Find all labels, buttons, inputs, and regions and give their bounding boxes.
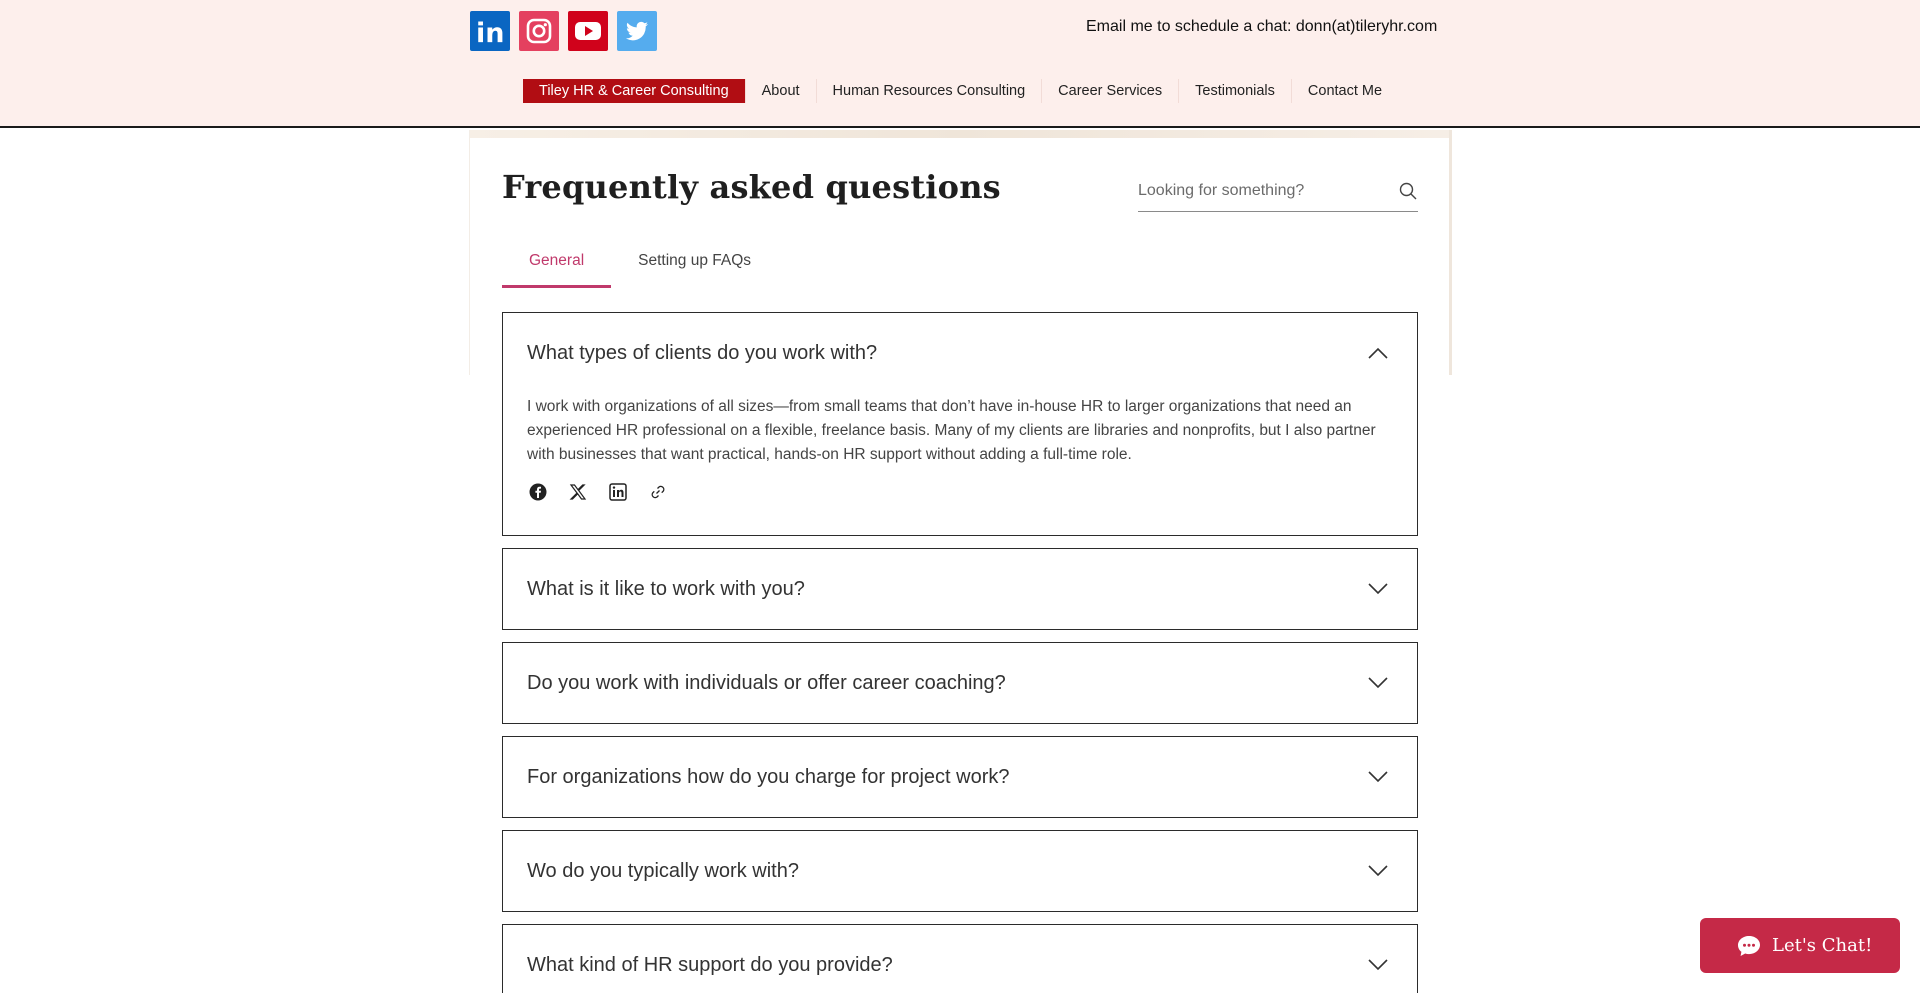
faq-item[interactable] — [502, 312, 1418, 536]
instagram-icon[interactable] — [519, 11, 559, 51]
faq-question[interactable]: What kind of HR support do you provide? — [527, 953, 893, 976]
x-share-icon[interactable] — [569, 483, 587, 501]
chevron-down-icon[interactable] — [1367, 582, 1389, 596]
twitter-icon[interactable] — [617, 11, 657, 51]
copy-link-icon[interactable] — [649, 483, 667, 501]
site-header — [0, 0, 1920, 128]
tab-general[interactable]: General — [502, 248, 611, 288]
nav-item-contact[interactable]: Contact Me — [1307, 83, 1383, 99]
faq-item[interactable] — [502, 548, 1418, 630]
search-icon[interactable] — [1398, 181, 1418, 201]
faq-item[interactable] — [502, 736, 1418, 818]
faq-question[interactable]: What types of clients do you work with? — [527, 341, 878, 364]
chevron-down-icon[interactable] — [1367, 864, 1389, 878]
faq-question[interactable]: What is it like to work with you? — [527, 577, 805, 600]
faq-search — [1138, 176, 1418, 212]
faq-question[interactable]: Do you work with individuals or offer career coaching? — [527, 671, 1006, 694]
nav-item-career-services[interactable]: Career Services — [1042, 79, 1179, 103]
email-note: Email me to schedule a chat: donn(at)tileryhr.com — [1086, 18, 1438, 35]
faq-question[interactable]: For organizations how do you charge for project work? — [527, 765, 1010, 788]
main-nav — [523, 79, 1398, 103]
linkedin-share-icon[interactable] — [609, 483, 627, 501]
facebook-share-icon[interactable] — [529, 483, 547, 501]
chat-bubble-icon — [1736, 934, 1762, 958]
chat-label: Let's Chat! — [1772, 935, 1873, 956]
faq-question[interactable]: Wo do you typically work with? — [527, 859, 799, 882]
search-input[interactable] — [1138, 176, 1388, 206]
share-bar — [529, 483, 667, 501]
linkedin-icon[interactable] — [470, 11, 510, 51]
chevron-down-icon[interactable] — [1367, 958, 1389, 972]
chevron-down-icon[interactable] — [1367, 770, 1389, 784]
nav-item-home[interactable]: Tiley HR & Career Consulting — [523, 79, 746, 103]
faq-item[interactable] — [502, 642, 1418, 724]
faq-tabs — [502, 248, 778, 288]
nav-item-testimonials[interactable]: Testimonials — [1179, 79, 1292, 103]
nav-item-hr-consulting[interactable]: Human Resources Consulting — [817, 79, 1043, 103]
svg-text:in: in — [476, 18, 505, 49]
tab-setting-up-faqs[interactable]: Setting up FAQs — [638, 252, 752, 269]
social-bar — [470, 11, 657, 51]
faq-item[interactable] — [502, 924, 1418, 993]
chevron-down-icon[interactable] — [1367, 676, 1389, 690]
youtube-icon[interactable] — [568, 11, 608, 51]
faq-item[interactable] — [502, 830, 1418, 912]
faq-answer: I work with organizations of all sizes—from small teams that don’t have in-house HR to larger organizations that need an experienced HR professional on a flexible, freelance basis. Many of my clients are libraries and nonprofits, but I also partner with businesses that want practical, hands-on HR support without adding a full-time role. — [527, 398, 1376, 463]
chevron-up-icon[interactable] — [1367, 346, 1389, 360]
chat-button[interactable] — [1700, 918, 1900, 973]
nav-item-about[interactable]: About — [746, 79, 817, 103]
page-title: Frequently asked questions — [502, 168, 1001, 206]
